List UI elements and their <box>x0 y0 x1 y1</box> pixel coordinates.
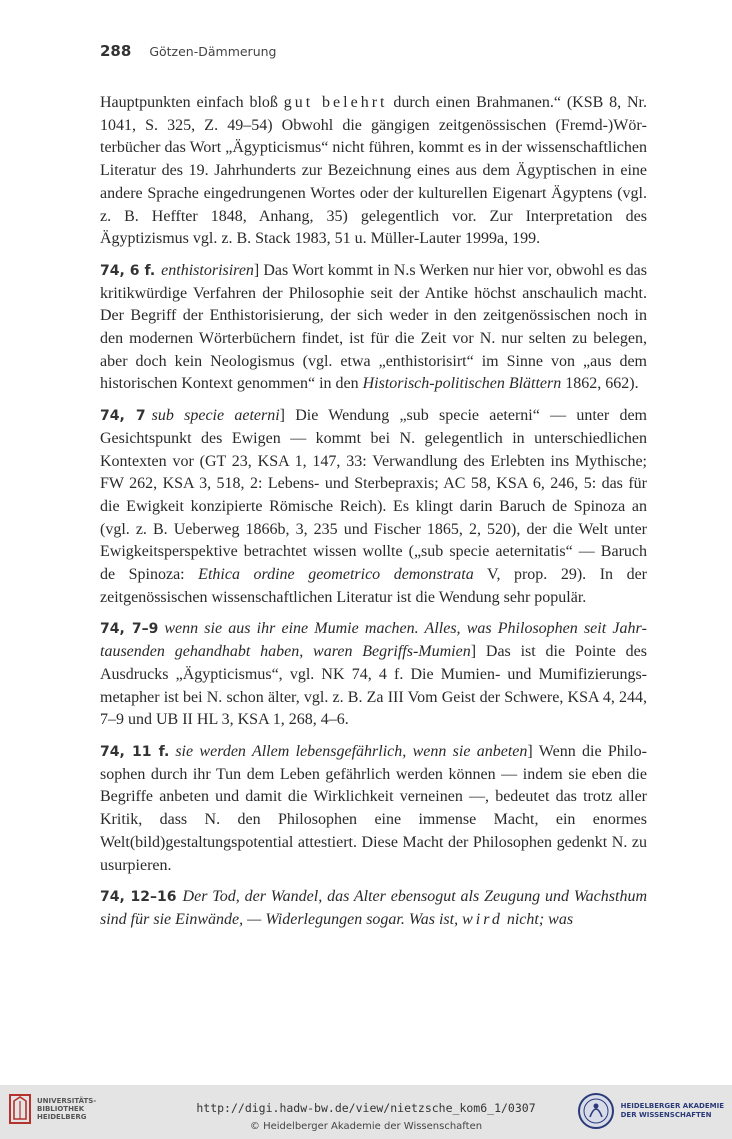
line-reference: 74, 11 f. <box>100 743 170 760</box>
commentary-entry: 74, 11 f. sie werden Allem lebensgefährlich, wenn sie anbeten] Wenn die Philosophen durch ihr Tun dem Leben gefährlich werden können — indem sie eben die Begriffe anbeten und damit die Wirklichkeit verneinen —, bedeutet das trotz aller Kritik, dass N. den Philosophen eine immense Macht, ein enormes Welt(bild)gestaltungspotential attestiert. Diese Macht der Philosophen gedenkt N. zu usurpieren. <box>100 742 647 874</box>
commentary-body <box>100 92 647 941</box>
line-reference: 74, 7 <box>100 408 146 425</box>
italic-title: Historisch-politischen Blättern <box>362 375 562 393</box>
paragraph: Hauptpunkten einfach bloß gut belehrt durch einen Brahmanen.“ (KSB 8, Nr. 1041, S. 325, Z. 49–54) Obwohl die gängigen zeitgenössischen (Fremd-)Wörterbücher das Wort „Ägypticismus“ nicht führen, kommt es in der wissenschaftlichen Literatur des 19. Jahrhunderts zur Bezeichnung eines aus dem Ägyptischen in eine andere Sprache eingedrungenen Wortes oder der kulturellen Eigenart Ägyptens (vgl. z. B. Heffter 1848, Anhang, 35) gelegentlich vor. Zur Interpretation des Ägyptizismus vgl. z. B. Stack 1983, 51 u. Müller-Lauter 1999a, 199. <box>100 94 648 248</box>
hadw-logo <box>577 1091 724 1131</box>
commentary-entry: 74, 7 sub specie aeterni] Die Wendung „sub specie aeterni“ — unter dem Gesichtspunkt des Ewigen — kommt bei N. gelegentlich in unterschiedlichen Kontexten vor (GT 23, KSA 1, 147, 33: Verwandlung des Erlebten ins Mythische; FW 262, KSA 3, 518, 2: Lebens- und Sterbepraxis; AC 58, KSA 6, 246, 5: das für die Ewigkeit konzipierte Römische Reich). Es klingt darin Baruch de Spinoza an (vgl. z. B. Ueberweg 1866b, 3, 235 und Fischer 1865, 2, 520), der die Welt unter Ewigkeitsperspektive betrachtet wissen wollte („sub specie aeternitatis“ — Baruch de Spinoza: Ethica ordine geometrico demonstrata V, prop. 29). In der zeitgenössischen wissenschaftlichen Literatur ist die Wendung sehr populär. <box>100 407 648 606</box>
italic-title: Ethica ordine geometrico demonstrata <box>198 566 474 584</box>
spaced-emphasis: gut belehrt <box>283 94 388 111</box>
viewer-footer <box>0 1085 732 1139</box>
page-number: 288 <box>100 42 132 60</box>
commentary-entry: 74, 7–9 wenn sie aus ihr eine Mumie machen. Alles, was Philosophen seit Jahrtausenden gehandhabt haben, waren Begriffs-Mumien] Das ist die Pointe des Ausdrucks „Ägypticismus“, vgl. NK 74, 4 f. Die Mumien- und Mumifizierungsmetapher ist bei N. schon älter, vgl. z. B. Za III Vom Geist der Schwere, KSA 4, 244, 7–9 und UB II HL 3, KSA 1, 268, 4–6. <box>100 620 648 729</box>
ub-logo-text: UNIVERSITÄTS- BIBLIOTHEK HEIDELBERG <box>37 1097 97 1121</box>
lemma: nicht; was <box>502 910 574 928</box>
permalink-url[interactable]: http://digi.hadw-bw.de/view/nietzsche_kom6_1/0307 <box>196 1101 536 1115</box>
lemma: Der Tod, der Wandel, das Alter ebensogut als Zeugung und Wachsthum sind für sie Einwände, — Widerlegungen sogar. Was ist, <box>100 888 648 928</box>
academy-seal-icon <box>577 1091 615 1131</box>
lemma: sie werden Allem lebensgefährlich, wenn sie anbeten <box>175 742 528 760</box>
copyright-notice: © Heidelberger Akademie der Wissenschaften <box>249 1121 483 1132</box>
line-reference: 74, 12–16 <box>100 889 177 906</box>
lemma: wenn sie aus ihr eine Mumie machen. Alles, was Philosophen seit Jahrtausenden gehandhabt haben, waren Begriffs-Mumien <box>100 620 647 661</box>
spaced-emphasis: wird <box>462 910 503 928</box>
commentary-entry <box>100 886 647 931</box>
commentary-entry: 74, 6 f. enthistorisiren] Das Wort kommt in N.s Werken nur hier vor, obwohl es das kritikwürdige Verfahren der Philosophie seit der Antike höchst anschaulich macht. Der Begriff der Enthistorisierung, der sich weder in den zeitgenössischen noch in den modernen Wörterbüchern findet, ist für die Zeit vor N. nur selten zu belegen, aber doch kein Neologismus (vgl. etwa „enthistorisirt“ im Sinne von „aus dem historischen Kontext genommen“ in den Historisch-politischen Blättern 1862, 662). <box>100 261 648 393</box>
lemma: enthistorisiren <box>161 261 254 279</box>
page-header <box>100 42 276 66</box>
hadw-logo-text: HEIDELBERGER AKADEMIE DER WISSENSCHAFTEN <box>620 1102 724 1119</box>
lemma: sub specie aeterni <box>151 407 280 425</box>
line-reference: 74, 6 f. <box>100 262 156 279</box>
line-reference: 74, 7–9 <box>100 621 159 638</box>
running-title: Götzen-Dämmerung <box>149 44 277 59</box>
